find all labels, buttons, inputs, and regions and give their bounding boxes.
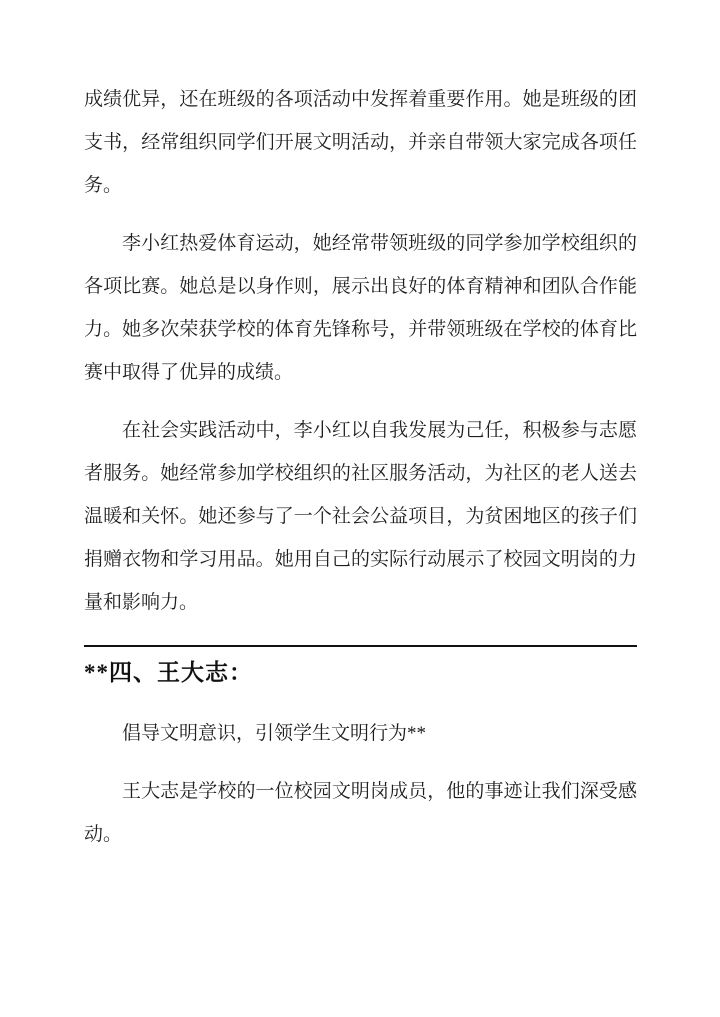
section-heading: **四、王大志： — [84, 660, 253, 685]
paragraph-social-practice: 在社会实践活动中，李小红以自我发展为己任，积极参与志愿者服务。她经常参加学校组织的社区服务活动，为社区的老人送去温暖和关怀。她还参与了一个社会公益项目，为贫困地区的孩子们捐赠衣物和学习用品。她用自己的实际行动展示了校园文明岗的力量和影响力。 — [84, 420, 637, 613]
section-divider — [84, 645, 637, 647]
paragraph-wangdazhi-intro: 王大志是学校的一位校园文明岗成员，他的事迹让我们深受感动。 — [84, 781, 637, 845]
paragraph-sports: 李小红热爱体育运动，她经常带领班级的同学参加学校组织的各项比赛。她总是以身作则，展示出良好的体育精神和团队合作能力。她多次荣获学校的体育先锋称号，并带领班级在学校的体育比赛中取得了优异的成绩。 — [84, 233, 637, 383]
paragraph-achievements: 成绩优异，还在班级的各项活动中发挥着重要作用。她是班级的团支书，经常组织同学们开展文明活动，并亲自带领大家完成各项任务。 — [84, 89, 637, 196]
section-subtitle: 倡导文明意识，引领学生文明行为** — [122, 723, 427, 744]
